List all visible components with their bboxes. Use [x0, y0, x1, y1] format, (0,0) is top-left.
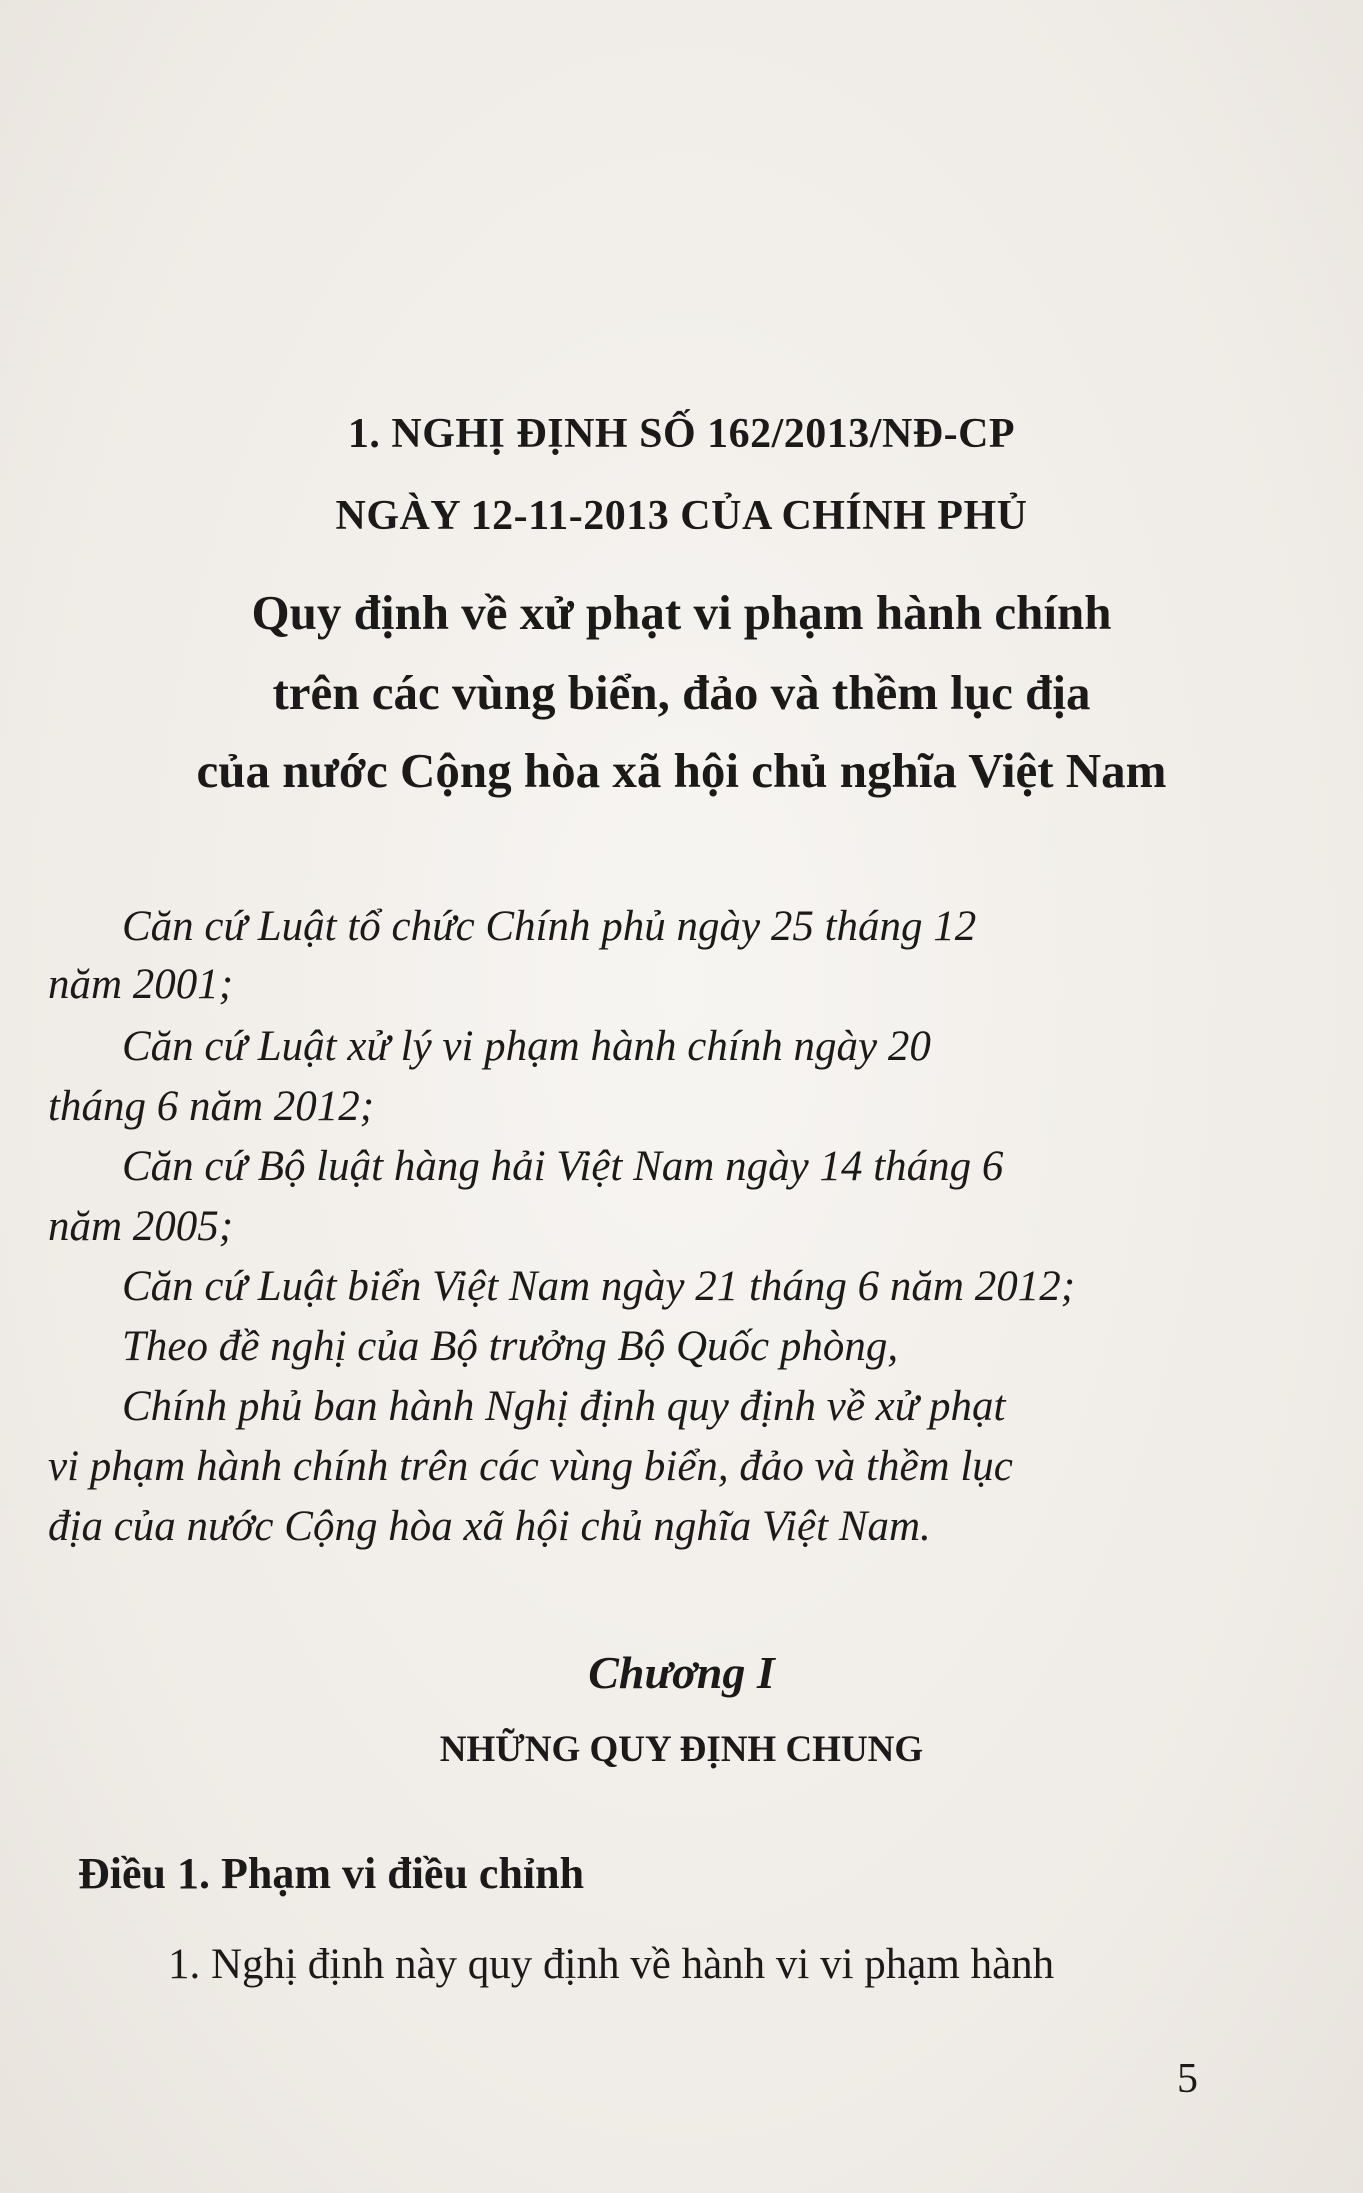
decree-date-heading: NGÀY 12-11-2013 CỦA CHÍNH PHỦ	[335, 493, 1028, 539]
preamble-line-10: vi phạm hành chính trên các vùng biển, đảo và thềm lục	[48, 1443, 1013, 1490]
page-number: 5	[1177, 2056, 1198, 2102]
preamble-line-4: tháng 6 năm 2012;	[48, 1083, 375, 1130]
preamble-line-9: Chính phủ ban hành Nghị định quy định về xử phạt	[122, 1383, 1006, 1430]
decree-subtitle-line-3: của nước Cộng hòa xã hội chủ nghĩa Việt Nam	[196, 743, 1167, 798]
preamble-line-2: năm 2001;	[48, 961, 234, 1008]
preamble-line-1: Căn cứ Luật tổ chức Chính phủ ngày 25 tháng 12	[122, 903, 977, 950]
decree-subtitle-line-1: Quy định về xử phạt vi phạm hành chính	[251, 585, 1112, 640]
preamble-line-3: Căn cứ Luật xử lý vi phạm hành chính ngày 20	[122, 1023, 931, 1070]
preamble-line-7: Căn cứ Luật biển Việt Nam ngày 21 tháng 6 năm 2012;	[122, 1263, 1076, 1310]
decree-subtitle-line-2: trên các vùng biển, đảo và thềm lục địa	[272, 665, 1091, 720]
preamble-line-11: địa của nước Cộng hòa xã hội chủ nghĩa Việt Nam.	[48, 1503, 931, 1550]
preamble-line-6: năm 2005;	[48, 1203, 234, 1250]
preamble-line-5: Căn cứ Bộ luật hàng hải Việt Nam ngày 14 tháng 6	[122, 1143, 1004, 1190]
chapter-label: Chương I	[588, 1647, 775, 1698]
article-1-title: Điều 1. Phạm vi điều chỉnh	[78, 1849, 585, 1898]
article-1-text: 1. Nghị định này quy định về hành vi vi phạm hành	[168, 1941, 1055, 1988]
decree-number-heading: 1. NGHỊ ĐỊNH SỐ 162/2013/NĐ-CP	[347, 411, 1016, 457]
preamble-line-8: Theo đề nghị của Bộ trưởng Bộ Quốc phòng,	[122, 1323, 899, 1370]
chapter-title: NHỮNG QUY ĐỊNH CHUNG	[439, 1729, 924, 1770]
